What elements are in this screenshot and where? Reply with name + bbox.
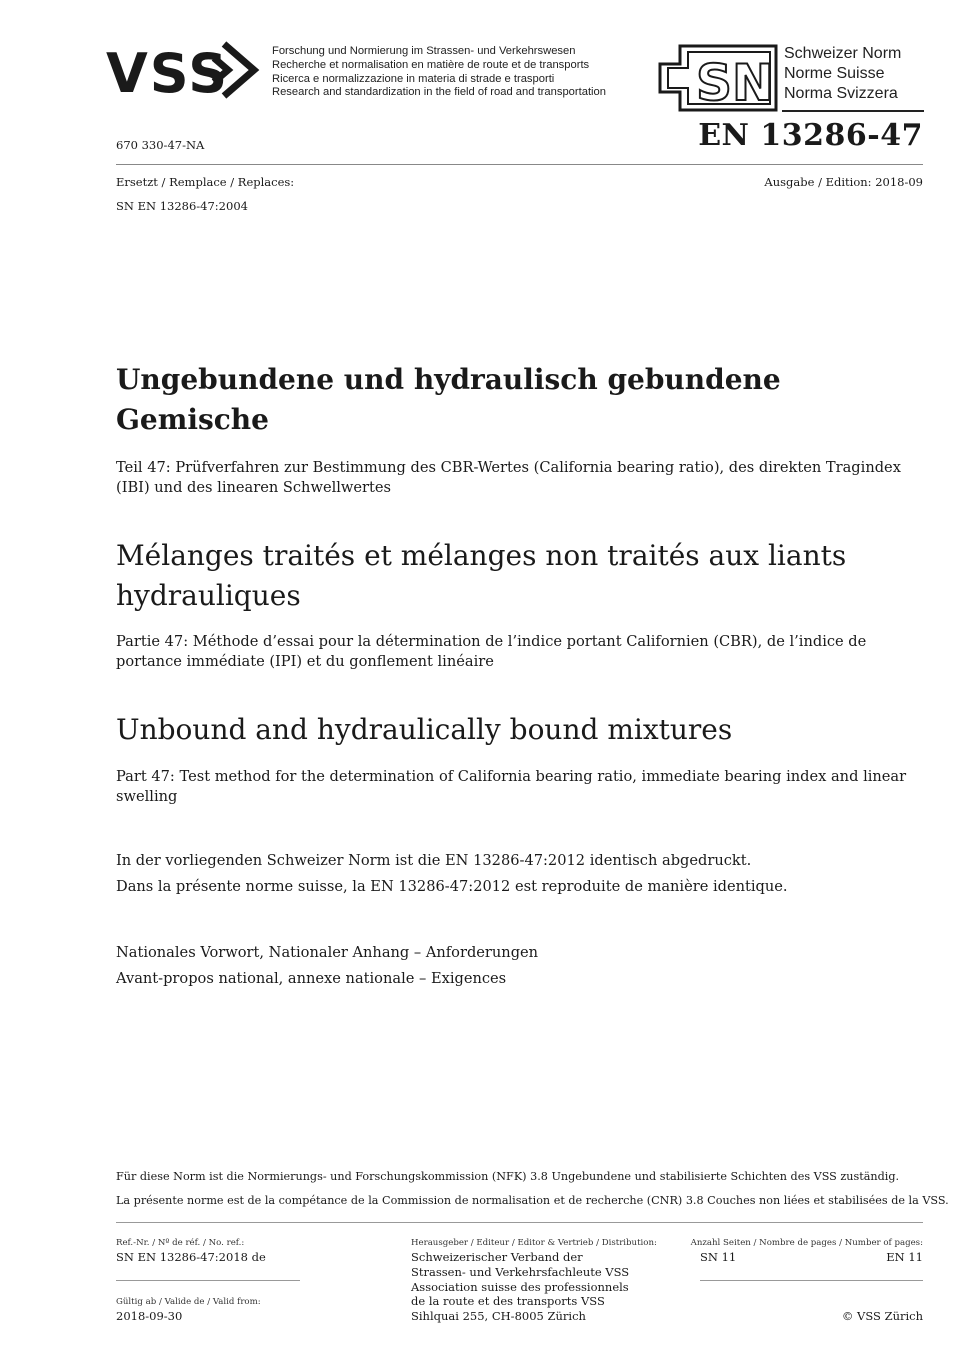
sn-name-fr: Norme Suisse: [784, 65, 885, 82]
sn-name-de: Schweizer Norm: [784, 45, 902, 62]
title-french: Mélanges traités et mélanges non traités aux liants hydrauliques: [116, 539, 847, 612]
copyright: © VSS Zürich: [841, 1309, 923, 1323]
national-note-german: Nationales Vorwort, Nationaler Anhang – Anforderungen: [116, 944, 539, 961]
swiss-norm-logo: [658, 44, 778, 112]
valid-from-label: Gültig ab / Valide de / Valid from:: [116, 1297, 261, 1307]
title-german: Ungebundene und hydraulisch gebundene Gemische: [116, 363, 781, 436]
publisher-line: de la route et des transports VSS: [411, 1294, 605, 1309]
vss-logo-text: VSS: [106, 42, 230, 100]
identical-note-german: In der vorliegenden Schweizer Norm ist die EN 13286-47:2012 identisch abgedruckt.: [116, 852, 752, 869]
subtitle-english: Part 47: Test method for the determination of California bearing ratio, immediate bearing index and linear swelling: [116, 768, 907, 805]
document-number: 670 330-47-NA: [116, 138, 205, 152]
publisher-label: Herausgeber / Editeur / Editor & Vertrieb / Distribution:: [411, 1238, 657, 1248]
sn-underline: [782, 110, 924, 112]
vss-logo: [106, 40, 266, 100]
responsibility-french: La présente norme est de la compétance de la Commission de normalisation et de recherche (CNR) 3.8 Couches non liées et stabilisées de la VSS.: [116, 1194, 949, 1207]
publisher-line: Schweizerischer Verband der: [411, 1250, 583, 1264]
sn-logo-text: SN: [696, 54, 774, 112]
subtitle-french: Partie 47: Méthode d’essai pour la détermination de l’indice portant Californien (CBR), de l’indice de portance immédiate (IPI) et du gonflement linéaire: [116, 633, 867, 670]
pages-label: Anzahl Seiten / Nombre de pages / Number of pages:: [690, 1238, 923, 1248]
reference-label: Ref.-Nr. / Nº de réf. / No. ref.:: [116, 1238, 245, 1248]
sn-name-it: Norma Svizzera: [784, 85, 898, 102]
edition-date: Ausgabe / Edition: 2018-09: [764, 175, 923, 189]
title-english: Unbound and hydraulically bound mixtures: [116, 713, 733, 746]
vss-tagline-line: Research and standardization in the field of road and transportation: [272, 86, 606, 99]
header-divider: [116, 164, 923, 165]
vss-tagline: [272, 45, 606, 100]
reference-divider: [116, 1280, 300, 1281]
responsibility-german: Für diese Norm ist die Normierungs- und Forschungskommission (NFK) 3.8 Ungebundene und stabilisierte Schichten des VSS zuständig.: [116, 1170, 900, 1183]
vss-tagline-line: Recherche et normalisation en matière de route et de transports: [272, 58, 590, 71]
reference-value: SN EN 13286-47:2018 de: [116, 1250, 266, 1264]
swiss-norm-names: [784, 44, 901, 104]
pages-en: EN 11: [886, 1250, 923, 1264]
publisher-line: Strassen- und Verkehrsfachleute VSS: [411, 1264, 630, 1279]
subtitle-german: Teil 47: Prüfverfahren zur Bestimmung des CBR-Wertes (California bearing ratio), des direkten Tragindex (IBI) und des linearen Schwellwertes: [116, 459, 901, 496]
standard-id: EN 13286-47: [698, 118, 923, 153]
vss-tagline-line: Forschung und Normierung im Strassen- und Verkehrswesen: [272, 45, 576, 57]
identical-note-french: Dans la présente norme suisse, la EN 13286-47:2012 est reproduite de manière identique.: [116, 878, 788, 895]
vss-tagline-line: Ricerca e normalizzazione in materia di strade e trasporti: [272, 72, 555, 85]
publisher-address: [411, 1250, 629, 1324]
pages-divider: [700, 1280, 923, 1281]
replaces-label: Ersetzt / Remplace / Replaces:: [116, 175, 295, 189]
publisher-line: Association suisse des professionnels: [411, 1279, 629, 1294]
replaces-value: SN EN 13286-47:2004: [116, 199, 248, 213]
pages-sn: SN 11: [700, 1250, 737, 1264]
footer-divider: [116, 1222, 923, 1223]
valid-from-value: 2018-09-30: [116, 1309, 183, 1323]
publisher-line: Sihlquai 255, CH-8005 Zürich: [411, 1309, 586, 1324]
national-note-french: Avant-propos national, annexe nationale – Exigences: [116, 970, 507, 987]
